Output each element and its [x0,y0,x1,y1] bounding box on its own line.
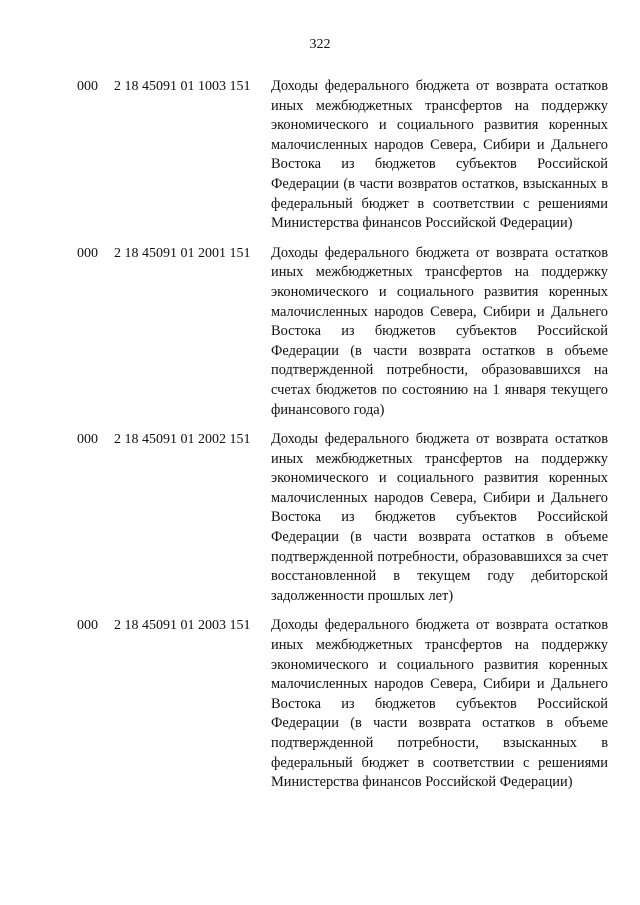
budget-classification-code: 2 18 45091 01 1003 151 [114,79,251,94]
budget-classification-code: 2 18 45091 01 2003 151 [114,618,251,634]
budget-code-list [0,77,640,803]
admin-code: 000 [77,79,98,94]
budget-code-entry [0,77,640,234]
budget-code-entry [0,244,640,420]
entry-description: Доходы федерального бюджета от возврата остатков иных межбюджетных трансфертов на поддержку экономического и социального развития коренных малочисленных народов Севера, Сибири и Дальнего Востока из бюджетов субъектов Российской Федерации (в части возврата остатков в объеме подтвержденной потребности, взысканных в федеральный бюджет в соответствии с решениями Министерства финансов Российской Федерации) [271,617,608,791]
admin-code: 000 [77,618,98,634]
entry-description: Доходы федерального бюджета от возврата остатков иных межбюджетных трансфертов на поддержку экономического и социального развития коренных малочисленных народов Севера, Сибири и Дальнего Востока из бюджетов субъектов Российской Федерации (в части возврата остатков в объеме подтвержденной потребности, образовавшихся за счет восстановленной в текущем году дебиторской задолженности прошлых лет) [271,431,608,604]
entry-description: Доходы федерального бюджета от возврата остатков иных межбюджетных трансфертов на поддержку экономического и социального развития коренных малочисленных народов Севера, Сибири и Дальнего Востока из бюджетов субъектов Российской Федерации (в части возврата остатков в объеме подтвержденной потребности, образовавшихся на счетах бюджетов по состоянию на 1 января текущего финансового года) [271,244,608,418]
admin-code: 000 [77,245,98,261]
budget-code-entry [0,616,640,792]
budget-code-entry [0,430,640,606]
budget-classification-code: 2 18 45091 01 2002 151 [114,432,251,448]
entry-description: Доходы федерального бюджета от возврата остатков иных межбюджетных трансфертов на поддержку экономического и социального развития коренных малочисленных народов Севера, Сибири и Дальнего Востока из бюджетов субъектов Российской Федерации (в части возвратов остатков, взысканных в федеральный бюджет в соответствии с решениями Министерства финансов Российской Федерации) [271,78,608,232]
budget-classification-code: 2 18 45091 01 2001 151 [114,245,251,261]
page-number: 322 [309,37,331,52]
admin-code: 000 [77,432,98,448]
